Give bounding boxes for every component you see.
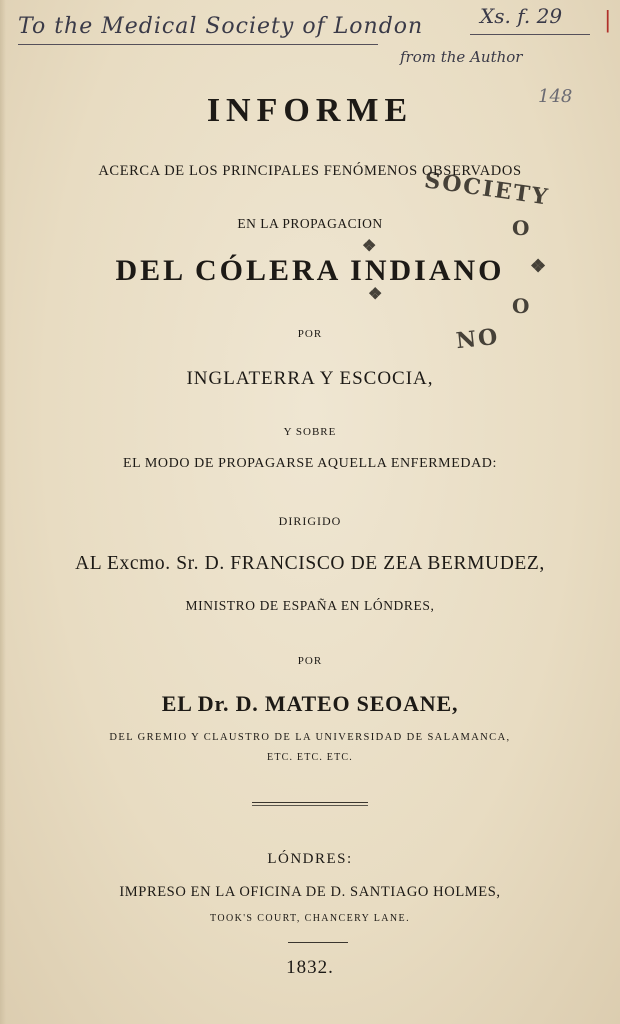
dedicatee: AL Excmo. Sr. D. FRANCISCO DE ZEA BERMUDEZ, bbox=[75, 553, 545, 574]
dedicatee-role: MINISTRO DE ESPAÑA EN LÓNDRES, bbox=[185, 598, 435, 613]
stamp-glyph: ❖ bbox=[368, 284, 383, 303]
handwritten-dedication: To the Medical Society of London bbox=[18, 14, 424, 39]
stamp-glyph: ❖ bbox=[530, 256, 547, 277]
stamp-text-top: SOCIETY bbox=[422, 167, 551, 211]
imprint-printer: IMPRESO EN LA OFICINA DE D. SANTIAGO HOLMES, bbox=[119, 884, 501, 900]
imprint-city: LÓNDRES: bbox=[267, 851, 353, 867]
stamp-glyph: O bbox=[512, 216, 530, 240]
main-title: DEL CÓLERA INDIANO bbox=[115, 254, 505, 287]
imprint-address: TOOK'S COURT, CHANCERY LANE. bbox=[210, 913, 410, 924]
por-1: POR bbox=[297, 328, 323, 340]
dirigido: DIRIGIDO bbox=[278, 514, 342, 528]
page-edge bbox=[0, 0, 6, 1024]
divider-rule-inner bbox=[252, 805, 368, 806]
stamp-glyph: O bbox=[512, 294, 530, 318]
author: EL Dr. D. MATEO SEOANE, bbox=[161, 691, 459, 716]
stamp-text-bottom: NO bbox=[454, 323, 501, 355]
library-perforation-stamp bbox=[362, 167, 562, 366]
title: INFORME bbox=[206, 92, 414, 129]
stamp-glyph: ❖ bbox=[362, 236, 377, 255]
modo-line: EL MODO DE PROPAGARSE AQUELLA ENFERMEDAD: bbox=[123, 456, 497, 471]
por-2: POR bbox=[297, 655, 323, 667]
handwritten-library-number: 148 bbox=[538, 86, 573, 107]
author-etc: ETC. ETC. ETC. bbox=[267, 752, 353, 763]
handwritten-from-author: from the Author bbox=[400, 48, 523, 66]
handwritten-shelfmark: Xs. f. 29 bbox=[480, 4, 563, 28]
subtitle-line-2: EN LA PROPAGACION bbox=[237, 216, 383, 231]
divider-rule bbox=[252, 802, 368, 803]
red-pencil-mark: | bbox=[604, 8, 612, 33]
subtitle-line-1: ACERCA DE LOS PRINCIPALES FENÓMENOS OBSERVADOS bbox=[98, 163, 522, 179]
imprint-year: 1832. bbox=[286, 957, 334, 978]
dedication-underline bbox=[18, 44, 378, 45]
y-sobre: Y SOBRE bbox=[283, 426, 337, 438]
places: INGLATERRA Y ESCOCIA, bbox=[186, 368, 434, 389]
short-rule bbox=[288, 942, 348, 943]
author-affiliation: DEL GREMIO Y CLAUSTRO DE LA UNIVERSIDAD DE SALAMANCA, bbox=[109, 732, 511, 743]
shelfmark-underline bbox=[470, 34, 590, 35]
